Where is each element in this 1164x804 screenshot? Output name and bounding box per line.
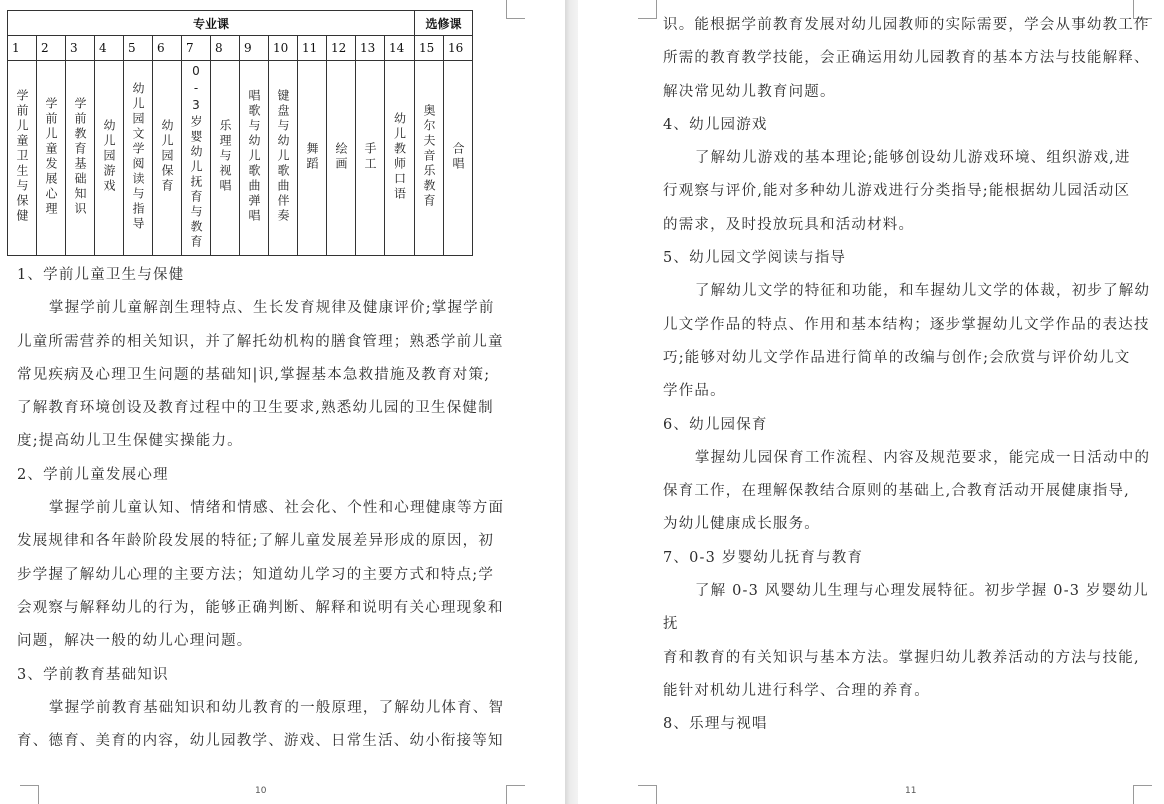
course-name: 学前教育基础知识 [73,96,87,217]
course-name: 唱歌与幼儿歌曲弹唱 [247,89,261,224]
paragraph-line: 会观察与解释幼儿的行为，能够正确判断、解释和说明有关心理现象和 [17,599,504,616]
paragraph-line: 为幼儿健康成长服务。 [663,516,820,533]
table-course-cell [385,61,415,256]
paragraph-line: 了解幼儿游戏的基本理论;能够创设幼儿游戏环境、组织游戏,进 [694,150,1131,167]
table-col-number: 13 [356,36,385,61]
paragraph-line: 育、德育、美育的内容，幼儿园教学、游戏、日常生活、幼小衔接等知 [17,733,504,750]
table-col-number: 3 [66,36,95,61]
section-heading: 8、乐理与视唱 [663,716,768,733]
document-page-left [0,0,565,804]
paragraph-line: 能针对机幼儿进行科学、合理的养育。 [663,682,930,699]
course-name: 键盘与幼儿歌曲伴奏 [276,89,290,224]
table-course-cell [66,61,95,256]
paragraph-line: 所需的教育教学技能，会正确运用幼儿园教育的基本方法与技能解释、 [663,50,1150,67]
paragraph-line: 了解教育环境创设及教育过程中的卫生要求,熟悉幼儿园的卫生保健制 [17,400,494,417]
table-course-cell [240,61,269,256]
section-heading: 7、0-3 岁婴幼儿抚育与教育 [663,549,864,566]
table-header-professional: 专业课 [8,11,415,36]
paragraph-line: 发展规律和各年龄阶段发展的特征;了解儿童发展差异形成的原因，初 [17,533,495,550]
course-name: 0-3岁婴幼儿抚育与教育 [189,63,203,250]
crop-mark-top-left [638,0,657,19]
table-col-number: 12 [327,36,356,61]
course-name: 幼儿园保育 [160,119,174,194]
table-course-cell [356,61,385,256]
table-course-cell [153,61,182,256]
section-heading: 5、幼儿园文学阅读与指导 [663,250,847,267]
paragraph-line: 儿童所需营养的相关知识，并了解托幼机构的膳食管理；熟悉学前儿童 [17,333,504,350]
paragraph-line: 了解 0-3 风婴幼儿生理与心理发展特征。初步学握 0-3 岁婴幼儿抚 [663,583,1149,633]
page-number-left: 10 [255,786,267,796]
table-col-number: 1 [8,36,37,61]
course-name: 奥尔夫音乐教育 [422,104,436,209]
table-course-row [8,61,473,256]
paragraph-line: 保育工作，在理解保教结合原则的基础上,合教育活动开展健康指导, [663,483,1130,500]
paragraph-line: 问题，解决一般的幼儿心理问题。 [17,633,253,650]
page-gutter [565,0,578,804]
table-col-number: 14 [385,36,415,61]
paragraph-line: 学作品。 [663,383,726,400]
table-col-number: 5 [124,36,153,61]
table-course-cell [8,61,37,256]
section-heading: 6、幼儿园保育 [663,416,768,433]
course-name: 学前儿童发展心理 [44,96,58,217]
right-page-body [663,9,1155,742]
page-number-right: 11 [905,786,917,796]
section-heading: 4、幼儿园游戏 [663,116,768,133]
table-col-number: 11 [298,36,327,61]
crop-mark-bottom-left [20,785,39,804]
table-col-number: 16 [444,36,473,61]
table-col-number: 15 [415,36,444,61]
table-col-number: 10 [269,36,298,61]
paragraph-line: 识。能根据学前教育发展对幼儿园教师的实际需要，学会从事幼教工作 [663,17,1150,33]
section-heading: 1、学前儿童卫生与保健 [17,267,185,283]
paragraph-line: 步学握了解幼儿心理的主要方法；知道幼儿学习的主要方式和特点;学 [17,566,495,583]
crop-mark-bottom-right [1133,785,1152,804]
table-course-cell [327,61,356,256]
table-course-cell [37,61,66,256]
paragraph-line: 掌握幼儿园保育工作流程、内容及规范要求，能完成一日活动中的 [694,449,1151,466]
table-course-cell [211,61,240,256]
table-course-cell [124,61,153,256]
course-name: 乐理与视唱 [218,119,232,194]
paragraph-line: 育和教育的有关知识与基本方法。掌握归幼儿教养活动的方法与技能, [663,649,1140,666]
course-name: 幼儿园游戏 [102,119,116,194]
paragraph-line: 的需求，及时投放玩具和活动材料。 [663,216,915,233]
table-col-number: 2 [37,36,66,61]
course-name: 合唱 [451,141,465,172]
section-heading: 2、学前儿童发展心理 [17,466,169,483]
paragraph-line: 度;提高幼儿卫生保健实操能力。 [17,433,243,450]
table-col-number: 8 [211,36,240,61]
table-col-number: 4 [95,36,124,61]
course-name: 绘画 [334,141,348,172]
course-name: 手工 [363,141,377,172]
table-header-elective: 选修课 [415,11,473,36]
crop-mark-bottom-right [506,785,525,804]
paragraph-line: 掌握学前教育基础知识和幼儿教育的一般原理，了解幼儿体育、智 [48,699,505,716]
paragraph-line: 常见疾病及心理卫生问题的基础知|识,掌握基本急救措施及教育对策; [17,366,491,383]
table-course-cell [444,61,473,256]
paragraph-line: 巧;能够对幼儿文学作品进行简单的改编与创作;会欣赏与评价幼儿文 [663,349,1131,366]
document-page-right [578,0,1164,804]
left-page-body [17,259,507,758]
table-number-row [8,36,473,61]
course-table [7,10,473,256]
paragraph-line: 行观察与评价,能对多种幼儿游戏进行分类指导;能根据幼儿园活动区 [663,183,1131,200]
table-col-number: 9 [240,36,269,61]
table-course-cell [269,61,298,256]
paragraph-line: 掌握学前儿童认知、情绪和情感、社会化、个性和心理健康等方面 [48,500,505,517]
table-course-cell [415,61,444,256]
paragraph-line: 儿文学作品的特点、作用和基本结构；逐步掌握幼儿文学作品的表达技 [663,316,1150,333]
course-name: 幼儿教师口语 [392,111,407,202]
table-col-number: 6 [153,36,182,61]
paragraph-line: 了解幼儿文学的特征和功能，和车握幼儿文学的体裁，初步了解幼 [694,283,1151,300]
crop-mark-bottom-left [638,785,657,804]
table-course-cell [298,61,327,256]
course-name: 幼儿园文学阅读与指导 [131,81,145,232]
paragraph-line: 掌握学前儿童解剖生理特点、生长发育规律及健康评价;掌握学前 [48,300,495,317]
course-name: 学前儿童卫生与保健 [15,89,29,224]
section-heading: 3、学前教育基础知识 [17,666,169,683]
table-col-number: 7 [182,36,211,61]
table-course-cell [95,61,124,256]
table-course-cell [182,61,211,256]
paragraph-line: 解决常见幼儿教育问题。 [663,83,836,100]
crop-mark-top-right [506,0,525,19]
course-name: 舞蹈 [305,141,319,172]
